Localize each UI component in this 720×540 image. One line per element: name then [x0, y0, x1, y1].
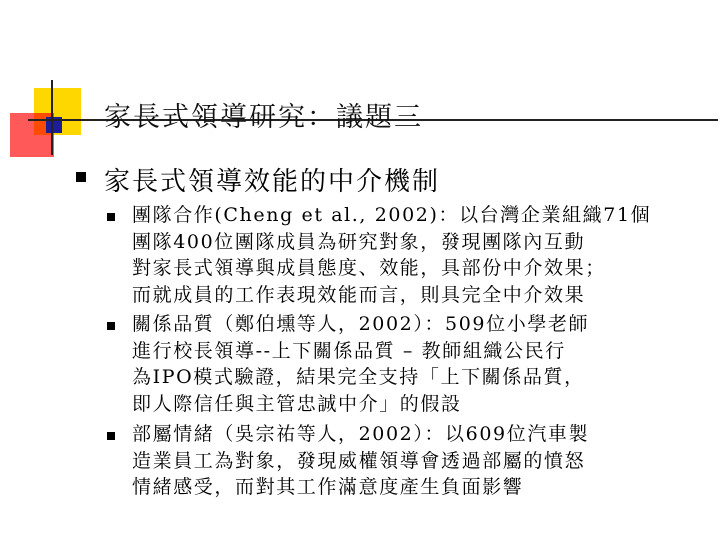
subitem-line: 關係品質（鄭伯壎等人，2002）：509位小學老師	[132, 313, 590, 335]
square-bullet-icon	[76, 172, 86, 182]
slide-title: 家長式領導研究：議題三	[104, 102, 423, 133]
bullet-heading: 家長式領導效能的中介機制	[104, 167, 441, 197]
subitem-relationship-quality	[132, 311, 589, 417]
subitem-line: 造業員工為對象，發現威權領導會透過部屬的憤怒	[132, 449, 586, 472]
subitem-team-cooperation	[132, 202, 651, 308]
subitem-line: 團隊400位團隊成員為研究對象，發現團隊內互動	[132, 230, 586, 253]
subitem-subordinate-emotion	[132, 421, 589, 501]
subitem-line: 進行校長領導--上下關係品質 – 教師組織公民行	[132, 339, 566, 362]
subitem-line: 對家長式領導與成員態度、效能，具部份中介效果；	[132, 257, 606, 279]
subitem-line: 情緒感受，而對其工作滿意度產生負面影響	[132, 476, 524, 498]
decor-vertical-line	[51, 80, 53, 155]
square-bullet-icon	[107, 213, 115, 221]
subitem-line: 即人際信任與主管忠誠中介」的假設	[132, 392, 462, 415]
square-bullet-icon	[107, 432, 115, 440]
subitem-line: 為IPO模式驗證，結果完全支持「上下關係品質，	[132, 366, 585, 388]
subitem-line: 部屬情緒（吳宗祐等人，2002）：以609位汽車製	[132, 423, 590, 445]
subitem-line: 而就成員的工作表現效能而言，則具完全中介效果	[132, 283, 586, 306]
subitem-line: 團隊合作(Cheng et al., 2002)：以台灣企業組織71個	[132, 204, 652, 226]
square-bullet-icon	[107, 322, 115, 330]
